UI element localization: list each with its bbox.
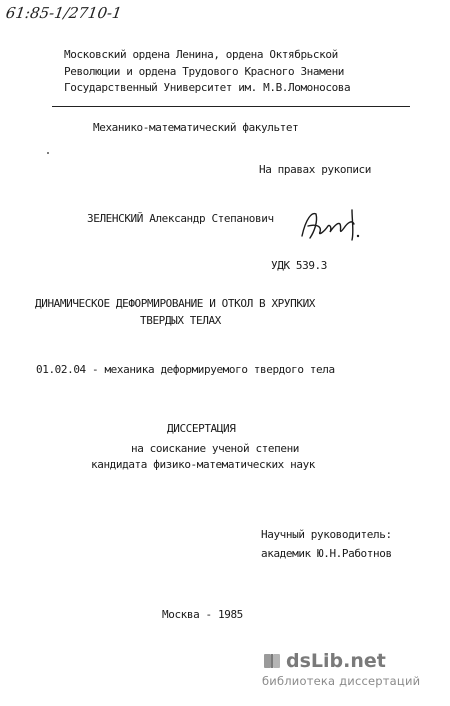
place-and-year: Москва - 1985 <box>162 608 243 621</box>
header-divider <box>52 106 410 107</box>
institution-line-3: Государственный Университет им. М.В.Ломоносова <box>64 81 351 94</box>
dissertation-title-line-1: ДИНАМИЧЕСКОЕ ДЕФОРМИРОВАНИЕ И ОТКОЛ В ХРУПКИХ <box>35 297 316 310</box>
degree-line-2: кандидата физико-математических наук <box>91 458 316 471</box>
watermark-subtitle: библиотека диссертаций <box>262 674 421 688</box>
supervisor-name: академик Ю.Н.Работнов <box>261 547 392 560</box>
author-name: ЗЕЛЕНСКИЙ Александр Степанович <box>87 212 274 225</box>
watermark <box>262 650 447 702</box>
degree-line-1: на соискание ученой степени <box>131 442 300 455</box>
work-type: ДИССЕРТАЦИЯ <box>167 422 236 435</box>
specialty: 01.02.04 - механика деформируемого твердого тела <box>36 363 335 376</box>
rights-note: На правах рукописи <box>259 163 372 176</box>
supervisor-label: Научный руководитель: <box>261 528 392 541</box>
dissertation-title-line-2: ТВЕРДЫХ ТЕЛАХ <box>140 314 221 327</box>
watermark-logo <box>262 650 386 672</box>
scan-speck <box>47 152 49 154</box>
catalog-number: 61:85-1/2710-1 <box>4 4 123 22</box>
faculty: Механико-математический факультет <box>93 121 299 134</box>
udc-code: УДК 539.3 <box>271 259 328 272</box>
book-icon <box>262 651 282 671</box>
watermark-brand: dsLib.net <box>286 650 386 672</box>
institution-line-2: Революции и ордена Трудового Красного Знамени <box>64 65 345 78</box>
author-signature <box>298 206 366 246</box>
institution-line-1: Московский ордена Ленина, ордена Октябрьской <box>64 48 338 61</box>
